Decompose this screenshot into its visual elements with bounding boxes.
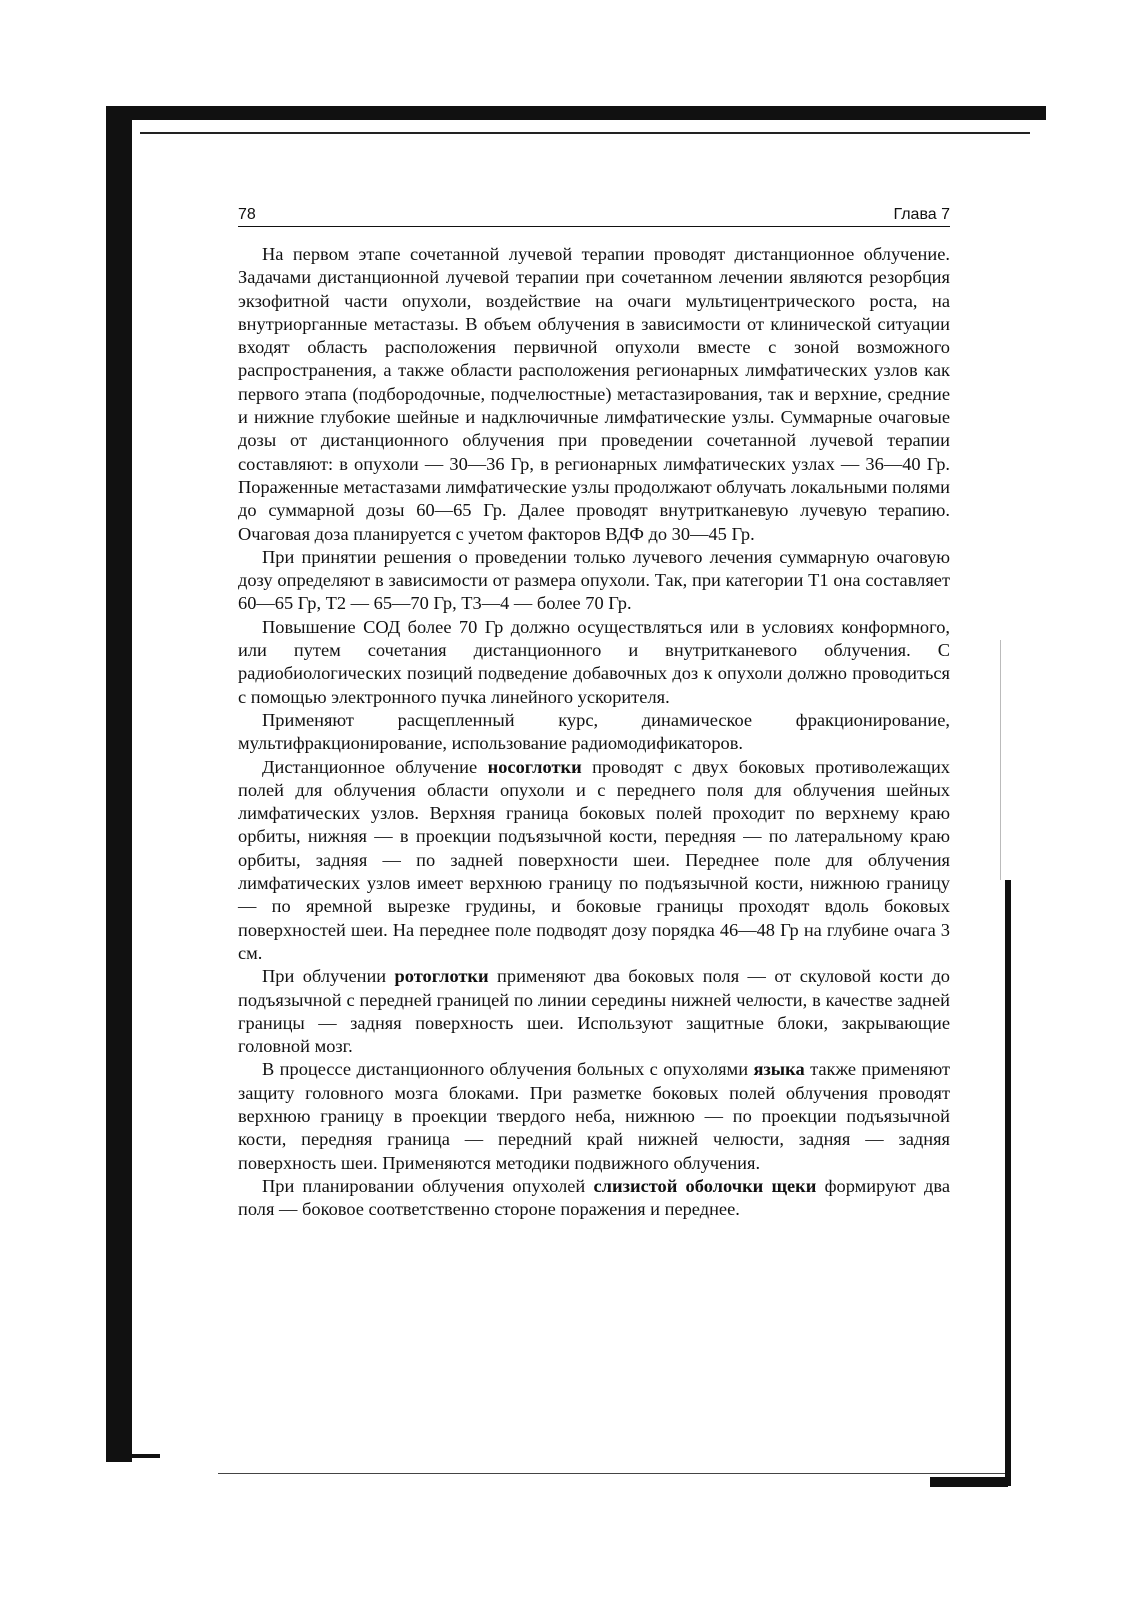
scan-border-left [106,106,132,1462]
term-oropharynx: ротоглотки [394,966,489,987]
paragraph-7 [238,1058,950,1174]
page-number: 78 [238,206,256,223]
paragraph-1: На первом этапе сочетанной лучевой терапии проводят дистанционное облучение. Задачами дистанционной лучевой терапии при сочетанном лечении являются резорбция экзофитной части опухоли, воздействие на очаги мультицентрического роста, на внутриорганные метастазы. В объем облучения в зависимости от клинической ситуации входят область расположения первичной опухоли вместе с зоной возможного распространения, а также области расположения регионарных лимфатических узлов как первого этапа (подбородочные, подчелюстные) метастазирования, так и верхние, средние и нижние глубокие шейные и надключичные лимфатические узлы. Суммарные очаговые дозы от дистанционного облучения при проведении сочетанной лучевой терапии составляют: в опухоли — 30—36 Гр, в регионарных лимфатических узлах — 36—40 Гр. Пораженные метастазами лимфатические узлы продолжают облучать локальными полями до суммарной дозы 60—65 Гр. Далее проводят внутритканевую лучевую терапию. Очаговая доза планируется с учетом факторов ВДФ до 30—45 Гр. [238,244,950,544]
term-buccal-mucosa: слизистой оболочки щеки [593,1175,817,1196]
paragraph-8-rest: формируют два поля — боковое соответственно стороне поражения и переднее. [238,1175,950,1220]
term-nasopharynx: носоглотки [487,756,582,777]
running-header [238,206,950,227]
paragraph-2: При принятии решения о проведении только лучевого лечения суммарную очаговую дозу определяют в зависимости от размера опухоли. Так, при категории Т1 она составляет 60—65 Гр, Т2 — 65—70 Гр, Т3—4 — более 70 Гр. [238,546,950,614]
paragraph-8 [238,1175,950,1222]
scan-border-bottom-right [930,1477,1008,1487]
paragraph-6 [238,965,950,1058]
scan-border-left-foot [132,1454,160,1458]
paragraph-5 [238,756,950,966]
paragraph-7-start: В процессе дистанционного облучения больных с опухолями [262,1059,754,1080]
paragraph-3: Повышение СОД более 70 Гр должно осуществляться или в условиях конформного, или путем сочетания дистанционного и внутритканевого облучения. С радиобиологических позиций подведение добавочных доз к опухоли должно проводиться с помощью электронного пучка линейного ускорителя. [238,616,950,707]
paragraph-8-start: При планировании облучения опухолей [262,1175,594,1196]
term-tongue: языка [753,1059,805,1080]
chapter-title: Глава 7 [893,206,950,223]
scan-line-top [140,132,1030,134]
paragraph-5-rest: проводят с двух боковых противолежащих полей для облучения области опухоли и с переднего поля для облучения шейных лимфатических узлов. Верхняя граница боковых полей проходит по верхнему краю орбиты, нижняя — в проекции подъязычной кости, передняя — по латеральному краю орбиты, задняя — по задней поверхности шеи. Переднее поле для облучения лимфатических узлов имеет верхнюю границу по подъязычной кости, нижнюю границу — по яремной вырезке грудины, и боковые границы проходят вдоль боковых поверхностей шеи. На переднее поле подводят дозу порядка 46—48 Гр на глубине очага 3 см. [238,756,951,963]
paragraph-5-start: Дистанционное облучение [262,756,488,777]
paragraph-6-rest: применяют два боковых поля — от скуловой кости до подъязычной с передней границей по линии середины нижней челюсти, в качестве задней границы — задняя поверхность шеи. Используют защитные блоки, закрывающие головной мозг. [238,966,951,1057]
paragraph-6-start: При облучении [262,966,395,987]
scan-border-right-faint [1000,640,1001,880]
scan-border-right [1005,880,1011,1486]
paragraph-4: Применяют расщепленный курс, динамическое фракционирование, мультифракционирование, использование радиомодификаторов. [238,709,950,754]
paragraph-7-rest: также применяют защиту головного мозга блоками. При разметке боковых полей облучения проводят верхнюю границу в проекции твердого неба, нижнюю — по проекции подъязычной кости, передняя граница — передний край нижней челюсти, задняя — задняя поверхность шеи. Применяются методики подвижного облучения. [238,1059,950,1173]
body-text [238,243,950,1221]
scan-line-bottom [218,1473,1008,1474]
scan-border-top [106,106,1046,120]
book-page [238,206,950,1221]
